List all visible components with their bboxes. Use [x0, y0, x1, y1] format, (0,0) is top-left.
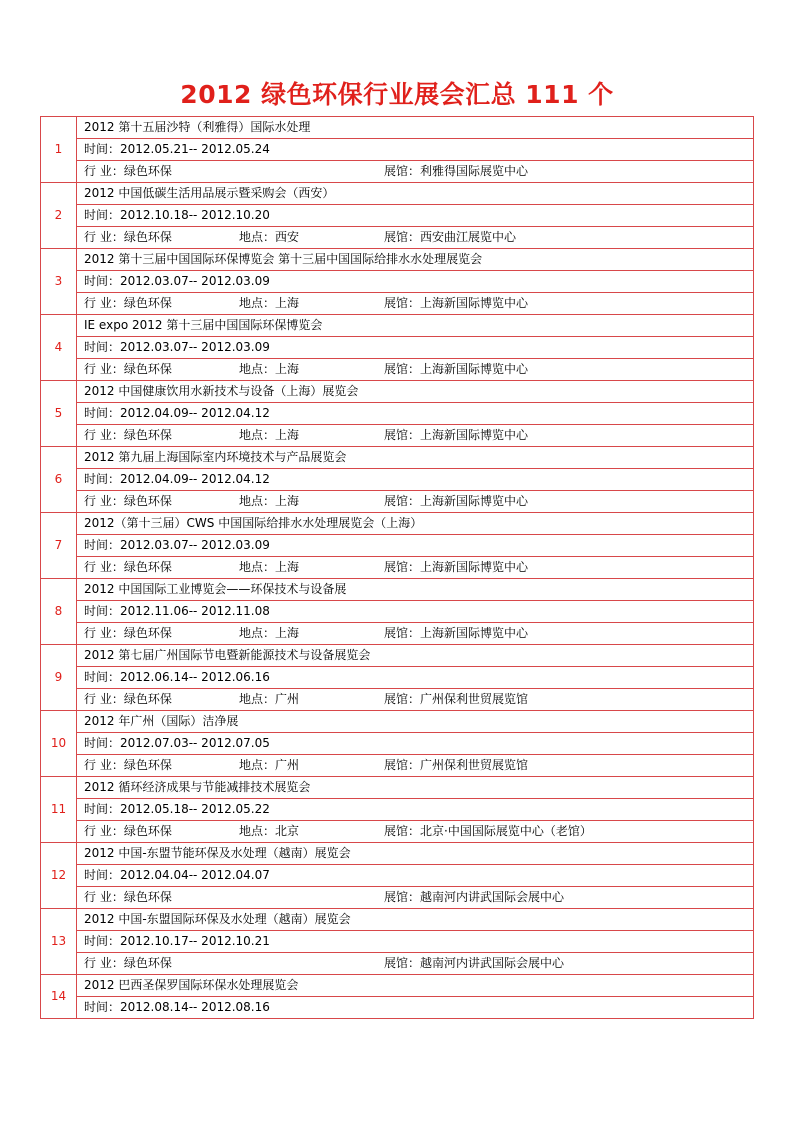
entry-number: 8: [41, 579, 77, 645]
exhibition-details: [77, 887, 754, 909]
exhibition-entry: [41, 975, 754, 997]
venue-text: 展馆：上海新国际博览中心: [384, 362, 529, 376]
exhibition-name: 2012 第九届上海国际室内环境技术与产品展览会: [77, 447, 754, 469]
exhibition-time: 时间：2012.10.18-- 2012.10.20: [77, 205, 754, 227]
venue-text: 展馆：上海新国际博览中心: [384, 626, 529, 640]
entry-number: 14: [41, 975, 77, 1019]
exhibition-time: 时间：2012.10.17-- 2012.10.21: [77, 931, 754, 953]
page-title: 2012 绿色环保行业展会汇总 111 个: [180, 80, 614, 109]
exhibition-name: 2012 中国健康饮用水新技术与设备（上海）展览会: [77, 381, 754, 403]
location-text: 地点：上海: [239, 626, 300, 640]
exhibition-time: 时间：2012.04.09-- 2012.04.12: [77, 469, 754, 491]
exhibition-entry: [41, 909, 754, 931]
industry-text: 行 业：绿色环保: [84, 230, 172, 244]
exhibition-details: [77, 359, 754, 381]
exhibition-details: [77, 953, 754, 975]
entry-number: 11: [41, 777, 77, 843]
exhibition-entry: [41, 777, 754, 799]
exhibition-time: 时间：2012.03.07-- 2012.03.09: [77, 535, 754, 557]
entry-number: 10: [41, 711, 77, 777]
location-text: 地点：广州: [239, 692, 300, 706]
exhibition-time: 时间：2012.08.14-- 2012.08.16: [77, 997, 754, 1019]
exhibition-details: [77, 755, 754, 777]
exhibition-time: 时间：2012.04.04-- 2012.04.07: [77, 865, 754, 887]
exhibition-entry: [41, 381, 754, 403]
entry-number: 3: [41, 249, 77, 315]
location-text: 地点：上海: [239, 494, 300, 508]
entry-number: 5: [41, 381, 77, 447]
entry-number: 2: [41, 183, 77, 249]
industry-text: 行 业：绿色环保: [84, 758, 172, 772]
exhibition-entry: [41, 447, 754, 469]
location-text: 地点：上海: [239, 428, 300, 442]
exhibition-details: [77, 689, 754, 711]
exhibition-name: IE expo 2012 第十三届中国国际环保博览会: [77, 315, 754, 337]
venue-text: 展馆：上海新国际博览中心: [384, 494, 529, 508]
exhibition-name: 2012 中国-东盟国际环保及水处理（越南）展览会: [77, 909, 754, 931]
exhibition-name: 2012 中国国际工业博览会——环保技术与设备展: [77, 579, 754, 601]
entry-number: 9: [41, 645, 77, 711]
location-text: 地点：广州: [239, 758, 300, 772]
entry-number: 13: [41, 909, 77, 975]
industry-text: 行 业：绿色环保: [84, 824, 172, 838]
exhibition-details: [77, 557, 754, 579]
exhibition-entry: [41, 645, 754, 667]
industry-text: 行 业：绿色环保: [84, 692, 172, 706]
exhibition-entry: [41, 579, 754, 601]
exhibition-details: [77, 821, 754, 843]
exhibition-entry: [41, 513, 754, 535]
exhibition-time: 时间：2012.03.07-- 2012.03.09: [77, 271, 754, 293]
entry-number: 6: [41, 447, 77, 513]
entry-number: 1: [41, 117, 77, 183]
industry-text: 行 业：绿色环保: [84, 428, 172, 442]
entry-number: 4: [41, 315, 77, 381]
exhibition-entry: [41, 711, 754, 733]
exhibition-entry: [41, 843, 754, 865]
industry-text: 行 业：绿色环保: [84, 956, 172, 970]
exhibition-time: 时间：2012.06.14-- 2012.06.16: [77, 667, 754, 689]
exhibition-entry: [41, 249, 754, 271]
exhibition-time: 时间：2012.05.18-- 2012.05.22: [77, 799, 754, 821]
exhibition-time: 时间：2012.11.06-- 2012.11.08: [77, 601, 754, 623]
exhibition-name: 2012 年广州（国际）洁净展: [77, 711, 754, 733]
location-text: 地点：北京: [239, 824, 300, 838]
exhibition-name: 2012 第十五届沙特（利雅得）国际水处理: [77, 117, 754, 139]
exhibition-details: [77, 491, 754, 513]
location-text: 地点：上海: [239, 362, 300, 376]
exhibition-details: [77, 293, 754, 315]
exhibition-time: 时间：2012.05.21-- 2012.05.24: [77, 139, 754, 161]
location-text: 地点：西安: [239, 230, 300, 244]
exhibition-time: 时间：2012.03.07-- 2012.03.09: [77, 337, 754, 359]
exhibition-name: 2012 第七届广州国际节电暨新能源技术与设备展览会: [77, 645, 754, 667]
exhibition-entry: [41, 315, 754, 337]
industry-text: 行 业：绿色环保: [84, 560, 172, 574]
industry-text: 行 业：绿色环保: [84, 362, 172, 376]
industry-text: 行 业：绿色环保: [84, 296, 172, 310]
industry-text: 行 业：绿色环保: [84, 626, 172, 640]
venue-text: 展馆：上海新国际博览中心: [384, 428, 529, 442]
exhibition-details: [77, 623, 754, 645]
exhibition-entry: [41, 183, 754, 205]
location-text: 地点：上海: [239, 560, 300, 574]
entry-number: 7: [41, 513, 77, 579]
venue-text: 展馆：北京·中国国际展览中心（老馆）: [384, 824, 592, 838]
exhibition-name: 2012 第十三届中国国际环保博览会 第十三届中国国际给排水水处理展览会: [77, 249, 754, 271]
venue-text: 展馆：上海新国际博览中心: [384, 296, 529, 310]
industry-text: 行 业：绿色环保: [84, 890, 172, 904]
exhibition-name: 2012 巴西圣保罗国际环保水处理展览会: [77, 975, 754, 997]
exhibition-entry: [41, 117, 754, 139]
venue-text: 展馆：越南河内讲武国际会展中心: [384, 956, 565, 970]
venue-text: 展馆：西安曲江展览中心: [384, 230, 517, 244]
exhibition-time: 时间：2012.04.09-- 2012.04.12: [77, 403, 754, 425]
venue-text: 展馆：越南河内讲武国际会展中心: [384, 890, 565, 904]
exhibition-name: 2012（第十三届）CWS 中国国际给排水水处理展览会（上海）: [77, 513, 754, 535]
exhibition-name: 2012 中国低碳生活用品展示暨采购会（西安）: [77, 183, 754, 205]
exhibition-time: 时间：2012.07.03-- 2012.07.05: [77, 733, 754, 755]
venue-text: 展馆：广州保利世贸展览馆: [384, 692, 529, 706]
venue-text: 展馆：广州保利世贸展览馆: [384, 758, 529, 772]
exhibition-details: [77, 227, 754, 249]
venue-text: 展馆：利雅得国际展览中心: [384, 164, 529, 178]
exhibition-details: [77, 425, 754, 447]
industry-text: 行 业：绿色环保: [84, 494, 172, 508]
entry-number: 12: [41, 843, 77, 909]
industry-text: 行 业：绿色环保: [84, 164, 172, 178]
venue-text: 展馆：上海新国际博览中心: [384, 560, 529, 574]
exhibition-name: 2012 中国-东盟节能环保及水处理（越南）展览会: [77, 843, 754, 865]
exhibition-details: [77, 161, 754, 183]
exhibition-table: [40, 116, 754, 1019]
location-text: 地点：上海: [239, 296, 300, 310]
exhibition-name: 2012 循环经济成果与节能减排技术展览会: [77, 777, 754, 799]
